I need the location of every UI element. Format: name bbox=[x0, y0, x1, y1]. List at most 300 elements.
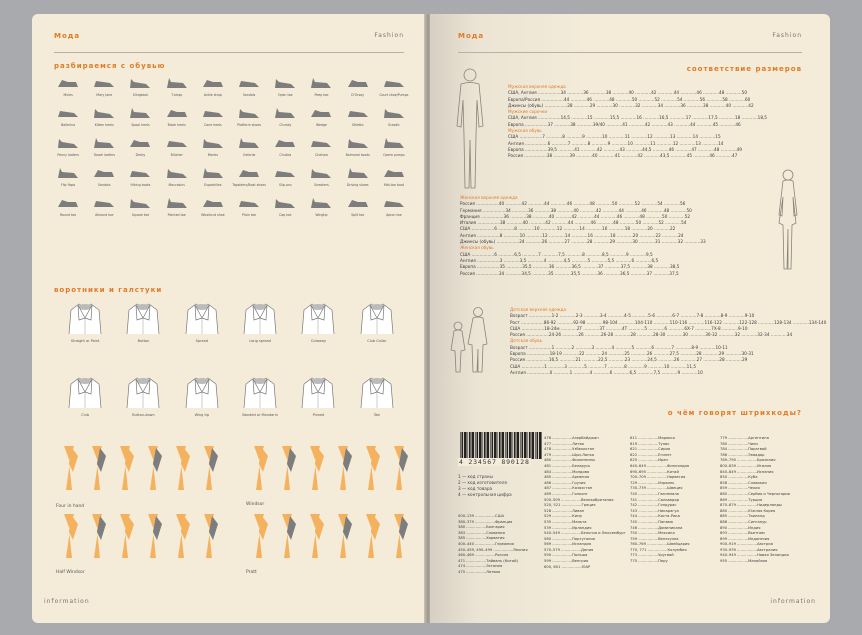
barcode-country-row: 775 .................Перу bbox=[630, 559, 668, 564]
barcode-country-row: 859 .................Чехия bbox=[720, 486, 760, 491]
barcode-bar bbox=[522, 432, 524, 459]
shoe-label: Opera pumps bbox=[383, 153, 405, 157]
tie-knot-step-icon bbox=[330, 514, 356, 558]
shoe-label: Ballerina bbox=[61, 123, 76, 127]
size-table-row: США .................1 ............3 ............5 ............7 ............8 ............9 ............10 ............11,5 bbox=[510, 363, 696, 369]
barcode-country-row: 599 .................Венгрия bbox=[544, 559, 589, 564]
shoe-label: Spool heels bbox=[131, 123, 150, 127]
shoe-item bbox=[267, 166, 303, 187]
barcode-bar bbox=[532, 432, 535, 459]
barcode-country-row: 870–879 .................Нидерланды bbox=[720, 503, 782, 508]
shoe-item bbox=[50, 166, 86, 187]
shoe-icon bbox=[201, 166, 225, 180]
shirt-collar-icon bbox=[357, 300, 397, 336]
barcode-bar bbox=[505, 432, 506, 459]
barcode-country-list-1 bbox=[458, 514, 540, 576]
shoe-icon bbox=[128, 166, 152, 180]
collar-item bbox=[348, 300, 406, 343]
shoe-icon bbox=[382, 76, 406, 90]
shoe-icon bbox=[382, 106, 406, 120]
barcode-country-row: 746 .................Доминикана bbox=[630, 525, 683, 530]
barcode-country-row: 750 .................Мексика bbox=[630, 531, 675, 536]
barcode-bar bbox=[468, 432, 469, 459]
barcode-bar bbox=[475, 432, 476, 459]
barcode-bar bbox=[528, 432, 529, 459]
shoe-item bbox=[340, 76, 376, 97]
collar-item bbox=[289, 300, 347, 343]
size-table-row: Англия .................3 ............3,5 ............4 ............4,5 ............5 ............5,5 ............6 ............6,5 bbox=[460, 257, 659, 263]
shoe-icon bbox=[165, 136, 189, 150]
shoe-icon bbox=[165, 166, 189, 180]
barcode-bar bbox=[539, 432, 542, 459]
shirt-collar-icon bbox=[298, 374, 338, 410]
barcode-country-list-3 bbox=[630, 436, 712, 565]
barcode-country-row: 890 .................Индия bbox=[720, 525, 761, 530]
collar-item bbox=[231, 374, 289, 417]
shoe-item bbox=[159, 76, 195, 97]
shoe-label: Chukka bbox=[279, 153, 292, 157]
right-header-rule bbox=[458, 52, 802, 53]
shoe-item bbox=[303, 136, 339, 157]
barcode-country-row: 400–440 .................Германия bbox=[458, 541, 514, 546]
shoe-label: Espadrilles bbox=[204, 183, 222, 187]
shoe-icon bbox=[346, 136, 370, 150]
shoe-item bbox=[122, 136, 158, 157]
barcode-country-row: 780 .................Чили bbox=[720, 441, 758, 446]
barcode-country-row: 955 .................Малайзия bbox=[720, 559, 768, 564]
shoe-item bbox=[267, 76, 303, 97]
shirt-collar-icon bbox=[65, 300, 105, 336]
tie-knot-step-icon bbox=[330, 446, 356, 490]
shoe-icon bbox=[309, 76, 333, 90]
barcode-country-row: 900–919 .................Австрия bbox=[720, 542, 773, 547]
collar-label: Wing tip bbox=[194, 413, 210, 417]
shoe-label: Platform shoes bbox=[237, 123, 261, 127]
barcode-country-row: 773 .................Уругвай bbox=[630, 553, 674, 558]
barcode-bar bbox=[507, 432, 509, 459]
size-table-heading: Мужские сорочки bbox=[508, 109, 548, 115]
collar-label: Tab bbox=[373, 413, 380, 417]
shoe-item bbox=[159, 196, 195, 217]
barcode-bar bbox=[472, 432, 475, 459]
children-silhouette-icon bbox=[444, 304, 494, 374]
barcode-country-row: 476 .................Азербайджан bbox=[544, 436, 599, 440]
shoe-label: Almond toe bbox=[95, 213, 114, 217]
barcode-country-row: 569 .................Исландия bbox=[544, 542, 592, 547]
barcode-country-row: 619 .................Тунис bbox=[630, 441, 670, 446]
barcode-country-row: 380 .................Болгария bbox=[458, 525, 505, 530]
shoe-item bbox=[122, 76, 158, 97]
shoe-item bbox=[86, 166, 122, 187]
barcode-country-row: 940–949 .................Новая Зеландия bbox=[720, 553, 789, 558]
shoe-item bbox=[86, 76, 122, 97]
barcode-country-row: 869 .................Турция bbox=[720, 497, 763, 502]
size-table-heading: Мужская верхняя одежда bbox=[508, 84, 566, 89]
collar-row-2 bbox=[56, 374, 406, 417]
barcode-country-row: 570–579 .................Дания bbox=[544, 547, 594, 552]
barcode-country-row: 760–769 .................Швейцария bbox=[630, 542, 690, 547]
shoe-label: Sceptic bbox=[388, 123, 400, 127]
shoe-label: Wedge bbox=[316, 123, 327, 127]
shoe-icon bbox=[92, 76, 116, 90]
shoe-icon bbox=[201, 106, 225, 120]
shoe-item bbox=[231, 196, 267, 217]
shoe-label: Flip flops bbox=[60, 183, 76, 187]
shoe-label: Sneakers bbox=[314, 183, 329, 187]
size-table-row: США .................6 ............6,5 ............7 ............7,5 ............8 ............8,5 ............9 ............9,5 bbox=[460, 251, 653, 257]
shoe-label: Split toe bbox=[351, 213, 365, 217]
barcode-country-row: 930–939 .................Австралия bbox=[720, 547, 778, 552]
barcode-country-row: 481 .................Беларусь bbox=[544, 463, 591, 468]
woman-silhouette-icon bbox=[770, 167, 806, 273]
shoe-label: Topsiders/Boat shoes bbox=[232, 183, 266, 187]
shoe-icon bbox=[346, 166, 370, 180]
shoe-icon bbox=[128, 196, 152, 210]
barcode-country-list-4 bbox=[720, 436, 804, 565]
left-header-title: Мода bbox=[54, 32, 81, 40]
barcode-country-row: 789–790 .................Бразилия bbox=[720, 458, 776, 463]
barcode-country-row: 858 .................Словакия bbox=[720, 480, 767, 485]
tie-knot-step-icon bbox=[386, 446, 412, 490]
tie-knot-step-icon bbox=[386, 514, 412, 558]
barcode-country-row: 742 .................Гондурас bbox=[630, 503, 677, 508]
shirt-collar-icon bbox=[123, 374, 163, 410]
shoe-icon bbox=[309, 166, 333, 180]
shoe-icon bbox=[165, 106, 189, 120]
barcode-country-row: 000–139 .................США bbox=[458, 514, 505, 518]
shoe-icon bbox=[382, 136, 406, 150]
barcode-country-row: 485 .................Армения bbox=[544, 475, 590, 480]
shoe-label: Slip-ons bbox=[278, 183, 292, 187]
barcode-country-row: 560 .................Португалия bbox=[544, 536, 596, 541]
shoe-label: Kitten heels bbox=[94, 123, 114, 127]
shoe-label: Derby bbox=[135, 153, 146, 157]
shoe-item bbox=[231, 136, 267, 157]
barcode-country-row: 621 .................Сирия bbox=[630, 447, 671, 452]
tie-knot-step-icon bbox=[168, 514, 194, 558]
shoe-label: Mary Jane bbox=[96, 93, 113, 97]
tie-knot-step-icon bbox=[140, 514, 166, 558]
size-table-row: США, Англия .................14,5 ............15 ............15,5 ............16 ............16,5 ............17 ............17,5 ............18 ............18,5 bbox=[508, 115, 767, 121]
tie-knot-step-icon bbox=[196, 514, 222, 558]
left-page bbox=[32, 14, 426, 623]
shoe-label: Open toe bbox=[277, 93, 293, 97]
size-table-row: Россия .................38 ............39 ............40 ............41 ............42 ............43,5 ............45 ............46 ............47 bbox=[508, 153, 738, 159]
shoe-item bbox=[340, 166, 376, 187]
shoe-item bbox=[50, 196, 86, 217]
shoe-icon bbox=[273, 106, 297, 120]
collar-label: Club bbox=[81, 413, 90, 417]
barcode-country-row: 479 .................Шри-Ланка bbox=[544, 452, 595, 457]
shoe-icon bbox=[237, 106, 261, 120]
shoe-icon bbox=[273, 76, 297, 90]
barcode-country-row: 800–839 .................Италия bbox=[720, 463, 772, 468]
shoe-icon bbox=[201, 76, 225, 90]
man-silhouette-icon bbox=[450, 66, 490, 192]
barcode-country-row: 744 .................Коста-Рика bbox=[630, 514, 680, 519]
barcode-country-row: 500–509 .................Великобритания bbox=[544, 497, 614, 502]
barcode-country-row: 600, 601 .................ЮАР bbox=[544, 564, 591, 569]
size-table-row: Возраст .................1 ............2 ............3 ............4 ............5 ............6 ............7 ............8-9 ............10-11 bbox=[510, 344, 728, 350]
shoe-icon bbox=[382, 196, 406, 210]
barcode-country-row: 729 .................Израиль bbox=[630, 480, 675, 485]
barcode-bar bbox=[494, 432, 497, 459]
barcode-bar bbox=[484, 432, 486, 459]
size-table-row: Возраст .................1-2 ............2-3 ............3-4 ............4-5 ............5-6 ............6-7 ............7-8 ............8-9 ............9-10 bbox=[510, 313, 755, 319]
barcode-country-row: 640–649 .................Финляндия bbox=[630, 463, 690, 468]
tie-knot-step-icon bbox=[168, 446, 194, 490]
barcode-country-row: 888 .................Сингапур bbox=[720, 519, 767, 524]
barcode-country-row: 743 .................Никарагуа bbox=[630, 508, 679, 513]
shoe-label: Plain toe bbox=[242, 213, 257, 217]
shoe-item bbox=[159, 136, 195, 157]
barcode-country-row: 850 .................Куба bbox=[720, 475, 758, 480]
barcode-country-row: 475 .................Латвия bbox=[458, 569, 501, 574]
shoe-item bbox=[50, 136, 86, 157]
shirt-collar-icon bbox=[298, 300, 338, 336]
barcode-bar bbox=[487, 432, 490, 459]
shoe-item bbox=[376, 76, 412, 97]
barcode-country-row: 450–459, 490–499 .................Япония bbox=[458, 547, 528, 552]
tie-knot-step-icon bbox=[112, 446, 138, 490]
shoe-label: Slingback bbox=[132, 93, 149, 97]
shoe-icon bbox=[273, 196, 297, 210]
size-table-row: Англия .................8 ............10 ............12 ............14 ............16 ............18 ............20 ............22 ............24 bbox=[460, 232, 684, 238]
shirt-collar-icon bbox=[240, 374, 280, 410]
shoe-label: Round toe bbox=[59, 213, 77, 217]
barcode-country-row: 893 .................Вьетнам bbox=[720, 531, 765, 536]
shoe-label: Stiletto bbox=[351, 123, 364, 127]
shoe-icon bbox=[128, 136, 152, 150]
shoe-item bbox=[303, 76, 339, 97]
shoe-item bbox=[376, 136, 412, 157]
barcode-legend-item: 2 — код изготовителя bbox=[458, 480, 507, 485]
barcode-bar bbox=[490, 432, 491, 459]
women-size-table bbox=[460, 195, 706, 277]
collar-label: Spread bbox=[195, 339, 208, 343]
barcode-country-row: 480 .................Филиппины bbox=[544, 458, 596, 463]
barcode-country-row: 840–849 .................Испания bbox=[720, 469, 774, 474]
collar-label: Long spread bbox=[249, 339, 271, 343]
barcode-legend-item: 3 — код товара bbox=[458, 486, 493, 491]
barcode-country-row: 770, 771 .................Колумбия bbox=[630, 547, 687, 552]
size-table-row: Джинсы (обувь) .................24 ............26 ............27 ............28 ............29 ............30 ............31 ............32 ............33 bbox=[460, 239, 706, 245]
barcode-country-row: 487 .................Казахстан bbox=[544, 486, 593, 491]
collar-item bbox=[173, 300, 231, 343]
shoe-icon bbox=[92, 136, 116, 150]
barcode-legend-item: 4 — контрольная цифра bbox=[458, 492, 512, 497]
shoe-item bbox=[303, 196, 339, 217]
shoe-icon bbox=[56, 136, 80, 150]
shoe-icon bbox=[128, 76, 152, 90]
barcode-country-row: 741 .................Сальвадор bbox=[630, 497, 680, 502]
collar-item bbox=[289, 374, 347, 417]
size-table-heading: Детская верхняя одежда bbox=[510, 307, 567, 312]
tie-label-half-windsor: Half Windsor bbox=[56, 570, 85, 575]
tie-knot-step-icon bbox=[112, 514, 138, 558]
shoe-label: Chelsea bbox=[315, 153, 328, 157]
tie-knot-step-icon bbox=[358, 514, 384, 558]
right-footer: information bbox=[770, 598, 816, 605]
shoe-item bbox=[376, 166, 412, 187]
size-table-heading: Детская обувь bbox=[510, 338, 543, 344]
barcode-country-row: 885 .................Таиланд bbox=[720, 514, 765, 519]
barcode-bar bbox=[513, 432, 514, 459]
size-table-row: Джинсы (обувь) .................28 ............29 ............30 ............32 ............34 ............36 ............38 ............40 ............42 bbox=[508, 102, 754, 108]
shoe-item bbox=[267, 196, 303, 217]
shoe-label: Court shoe/Pumps bbox=[379, 93, 409, 97]
barcode-country-row: 380–379 .................Франция bbox=[458, 519, 513, 524]
shoe-label: Ankle strap bbox=[203, 93, 222, 97]
shoe-icon bbox=[56, 76, 80, 90]
shoe-label: Sandals bbox=[242, 93, 256, 97]
tie-knot-step-icon bbox=[56, 446, 82, 490]
collar-label: Pinned bbox=[312, 413, 325, 417]
barcode-country-row: 745 .................Панама bbox=[630, 519, 673, 524]
right-header-title: Мода bbox=[458, 32, 485, 40]
barcode-country-row: 625 .................Иран bbox=[630, 458, 668, 463]
barcode-country-row: 539 .................Ирландия bbox=[544, 525, 592, 530]
tie-knot-step-icon bbox=[84, 446, 110, 490]
shoe-item bbox=[159, 166, 195, 187]
shoe-icon bbox=[309, 196, 333, 210]
shoe-icon bbox=[165, 196, 189, 210]
shoe-label: Mules bbox=[63, 93, 73, 97]
shoe-icon bbox=[309, 106, 333, 120]
size-table-row: Россия .................24-26 ............26 ............26-28 ............28 ............28-30 ............30 ............30-32 ............32 ............32-34 ............34 bbox=[510, 332, 793, 338]
size-table-row: США .................6 ............8 ............10 ............12 ............14 ............16 ............18 ............20 ............22 bbox=[460, 226, 676, 232]
collar-item bbox=[348, 374, 406, 417]
tie-knot-step-icon bbox=[246, 514, 272, 558]
shirt-collar-icon bbox=[182, 300, 222, 336]
shoe-item bbox=[195, 166, 231, 187]
collar-item bbox=[114, 374, 172, 417]
shoe-label: Apron toe bbox=[386, 213, 402, 217]
tie-knot-step-icon bbox=[302, 446, 328, 490]
shoe-item bbox=[86, 136, 122, 157]
shoe-label: Monks bbox=[207, 153, 219, 157]
shoe-icon bbox=[56, 166, 80, 180]
shoe-label: Moccasins bbox=[168, 183, 185, 187]
left-header-rule bbox=[54, 52, 404, 53]
collar-label: Banded or Mandarin bbox=[242, 413, 278, 417]
barcode-country-row: 520, 521 .................Греция bbox=[544, 503, 596, 508]
barcode-country-list-2 bbox=[544, 436, 626, 570]
barcode-bar bbox=[520, 432, 521, 459]
shoe-icon bbox=[237, 166, 261, 180]
barcode-country-row: 486 .................Грузия bbox=[544, 480, 586, 485]
shirt-collar-icon bbox=[123, 300, 163, 336]
shoe-label: Sandals bbox=[98, 183, 111, 187]
barcode-country-row: 690–695 .................Китай bbox=[630, 469, 679, 474]
right-page bbox=[430, 14, 830, 623]
barcode-bar bbox=[524, 432, 527, 459]
shoe-icon bbox=[382, 166, 406, 180]
shoe-icon bbox=[56, 106, 80, 120]
shoe-item bbox=[340, 106, 376, 127]
tie-knot-step-icon bbox=[246, 446, 272, 490]
tie-label-windsor: Windsor bbox=[246, 502, 265, 507]
barcode-bar bbox=[469, 432, 471, 459]
shirt-collar-icon bbox=[240, 300, 280, 336]
barcode-country-row: 484 .................Молдова bbox=[544, 469, 590, 474]
tie-knot-step-icon bbox=[196, 446, 222, 490]
barcode-country-row: 730–739 .................Швеция bbox=[630, 486, 683, 491]
size-table-row: Италия .................38 ............40 ............42 ............44 ............46 ............48 ............50 ............52 ............54 bbox=[460, 220, 687, 226]
shoe-icon bbox=[237, 76, 261, 90]
tie-knot-step-icon bbox=[84, 514, 110, 558]
barcode-country-row: 385 .................Хорватия bbox=[458, 536, 505, 541]
sizes-section-title: соответствие размеров bbox=[686, 65, 802, 73]
tie-knot-step-icon bbox=[274, 514, 300, 558]
barcode-country-row: 477 .................Литва bbox=[544, 441, 584, 446]
barcode-bar bbox=[529, 432, 531, 459]
barcode-country-row: 740 .................Гватемала bbox=[630, 491, 679, 496]
collar-row-1 bbox=[56, 300, 406, 343]
barcode-bar bbox=[477, 432, 479, 459]
barcode-bar bbox=[483, 432, 484, 459]
collar-item bbox=[173, 374, 231, 417]
barcode-bar bbox=[509, 432, 512, 459]
size-table-heading: Мужская обувь bbox=[508, 128, 542, 134]
barcode-bar bbox=[492, 432, 494, 459]
size-table-row: Европа/Россия .................44 ............46 ............48 ............50 ............52 ............54 ............56 ............58 ............60 bbox=[508, 96, 751, 102]
size-table-row: США, Англия .................34 ............36 ............38 ............40 ............42 ............44 ............46 ............48 ............50 bbox=[508, 90, 747, 96]
shoe-item bbox=[303, 106, 339, 127]
size-table-row: Европа .................37 ............38 ............39/40 ............41 ............42 ............43 ............44 ............45 ............46 bbox=[508, 121, 741, 127]
shoe-label: Cap toe bbox=[279, 213, 292, 217]
barcode-country-row: 471 .................Тайвань (Китай) bbox=[458, 558, 518, 563]
barcode-country-row: 860 .................Сербия и Черногория bbox=[720, 491, 790, 496]
collar-item bbox=[56, 374, 114, 417]
barcode-country-row: 700–709 .................Норвегия bbox=[630, 475, 686, 480]
barcode-country-row: 590 .................Польша bbox=[544, 553, 588, 558]
men-size-table bbox=[508, 84, 767, 160]
left-footer: information bbox=[44, 598, 90, 605]
barcode-bar bbox=[535, 432, 536, 459]
barcode-country-row: 779 .................Аргентина bbox=[720, 436, 769, 440]
shoe-item bbox=[195, 136, 231, 157]
shirt-collar-icon bbox=[182, 374, 222, 410]
shoe-item bbox=[376, 196, 412, 217]
left-header-right: Fashion bbox=[374, 32, 404, 39]
shoe-label: Blücher bbox=[170, 153, 183, 157]
size-table-heading: Женская обувь bbox=[460, 245, 494, 251]
shoe-item bbox=[122, 166, 158, 187]
shoe-item bbox=[376, 106, 412, 127]
shoe-label: Tassel loafers bbox=[93, 153, 115, 157]
shoe-label: T-strap bbox=[171, 93, 183, 97]
collar-item bbox=[56, 300, 114, 343]
barcode-country-row: 899 .................Индонезия bbox=[720, 536, 770, 541]
shoe-item bbox=[231, 76, 267, 97]
collar-label: Straight or Point bbox=[70, 339, 100, 343]
shoe-item bbox=[195, 76, 231, 97]
shoe-item bbox=[340, 136, 376, 157]
barcode-country-row: 784 .................Парагвай bbox=[720, 447, 767, 452]
size-table-row: Россия .................34 ............34,5 ............35 ............35,5 ............36 ............36,5 ............37 ............37,5 bbox=[460, 270, 679, 276]
shoe-icon bbox=[201, 136, 225, 150]
size-table-row: Англия .................0 ............1 ............4 ............6 ............6,5 ............7,5 ............9 ............10 bbox=[510, 369, 703, 375]
shoe-icon bbox=[92, 196, 116, 210]
shoe-label: Mid-toe boot bbox=[383, 183, 404, 187]
shoe-grid bbox=[50, 76, 412, 217]
tie-knot-step-icon bbox=[140, 446, 166, 490]
tie-knot-step-icon bbox=[302, 514, 328, 558]
shoe-icon bbox=[165, 76, 189, 90]
barcode-bar bbox=[498, 432, 499, 459]
collar-item bbox=[231, 300, 289, 343]
